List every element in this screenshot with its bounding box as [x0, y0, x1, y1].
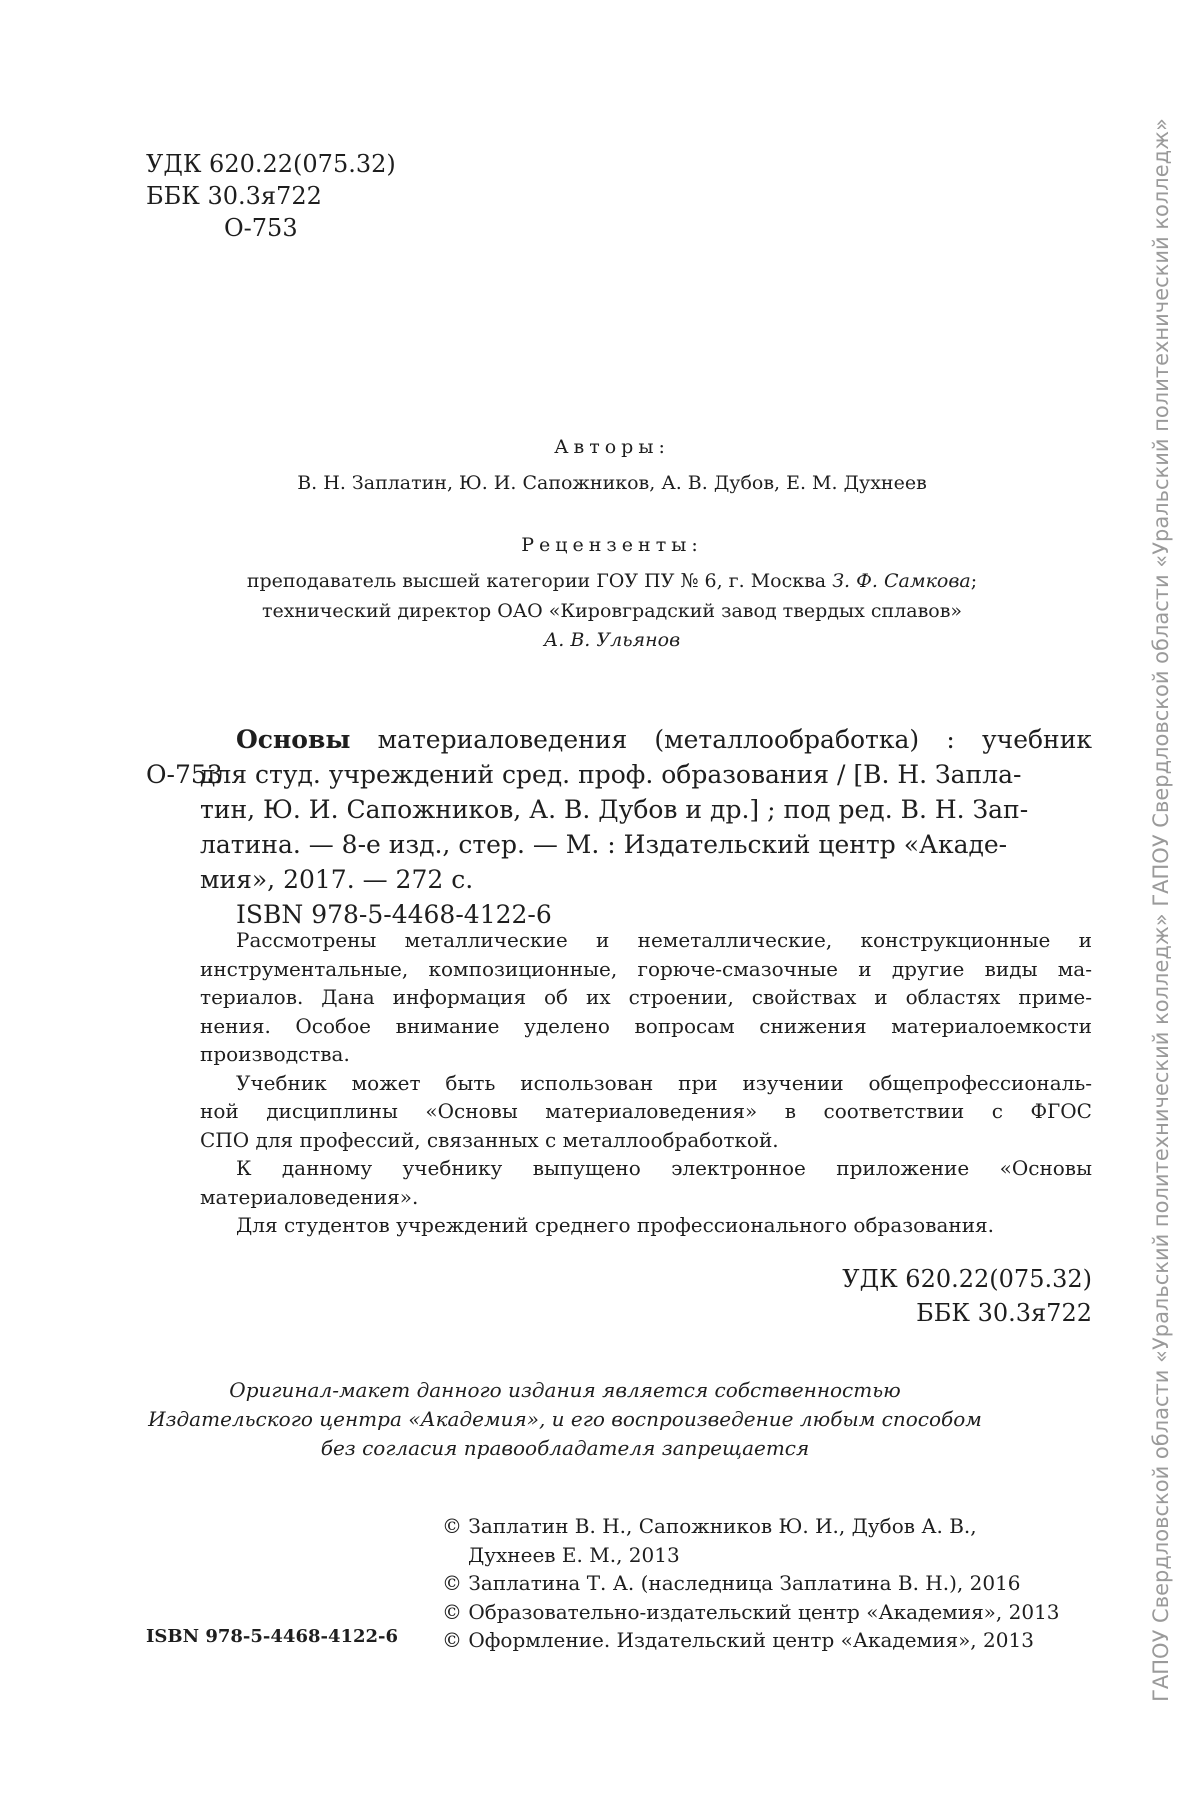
author-mark: О-753 — [224, 214, 298, 242]
notice-line-1: Оригинал-макет данного издания является собственностью — [229, 1378, 901, 1402]
entry-line-1 — [236, 722, 1092, 757]
authors-heading: Авторы: — [554, 436, 670, 458]
udc-code-bottom: УДК 620.22(075.32) — [842, 1265, 1092, 1293]
bbk-code: ББК 30.3я722 — [146, 182, 322, 210]
notice-line-2: Издательского центра «Академия», и его воспроизведение любым способом — [148, 1407, 982, 1431]
annotation-line: ной дисциплины «Основы материаловедения» в соответствии с ФГОС — [200, 1099, 1092, 1123]
reviewer-1 — [0, 570, 1200, 592]
classification-bottom — [700, 1262, 1092, 1330]
entry-author-mark: О-753 — [146, 760, 223, 789]
entry-isbn: ISBN 978-5-4468-4122-6 — [236, 900, 552, 929]
copyright-line: © Образовательно-издательский центр «Академия», 2013 — [442, 1599, 1060, 1624]
annotation-line: териалов. Дана информация об их строении, свойствах и областях приме- — [200, 985, 1092, 1009]
watermark-text: ГАПОУ Свердловской области «Уральский политехнический колледж» ГАПОУ Свердловской области «Уральский политехнический колледж» — [1149, 118, 1173, 1702]
annotation — [200, 926, 1092, 1240]
classification-top — [146, 148, 396, 244]
bbk-code-bottom: ББК 30.3я722 — [916, 1299, 1092, 1327]
notice-line-3: без согласия правообладателя запрещается — [320, 1436, 810, 1460]
annotation-line: Учебник может быть использован при изучении общепрофессиональ- — [236, 1070, 1092, 1095]
udc-code: УДК 620.22(075.32) — [146, 150, 396, 178]
annotation-line: К данному учебнику выпущено электронное приложение «Основы — [236, 1156, 1092, 1180]
authors-names: В. Н. Заплатин, Ю. И. Сапожников, А. В. Дубов, Е. М. Духнеев — [297, 472, 927, 494]
annotation-line: инструментальные, композиционные, горюче-смазочные и другие виды ма- — [200, 956, 1092, 981]
reviewer-1-position: преподаватель высшей категории ГОУ ПУ № 6, г. Москва — [246, 570, 833, 592]
reviewer-1-name: З. Ф. Самкова — [832, 570, 971, 592]
entry-line-3: тин, Ю. И. Сапожников, А. В. Дубов и др.] ; под ред. В. Н. Зап- — [200, 795, 1029, 824]
annotation-line: СПО для профессий, связанных с металлообработкой. — [200, 1127, 779, 1152]
reviewer-2-name: А. В. Ульянов — [543, 629, 681, 651]
annotation-line: производства. — [200, 1042, 350, 1066]
copyright-notice — [0, 1376, 1130, 1463]
copyright-line: © Заплатина Т. А. (наследница Заплатина В. Н.), 2016 — [442, 1571, 1021, 1595]
bibliographic-entry — [200, 722, 1092, 932]
annotation-line: Рассмотрены металлические и неметаллические, конструкционные и — [236, 928, 1092, 952]
annotation-line: нения. Особое внимание уделено вопросам снижения материалоемкости — [200, 1013, 1092, 1038]
entry-line-5: мия», 2017. — 272 с. — [200, 865, 474, 894]
annotation-line: материаловедения». — [200, 1184, 419, 1209]
entry-title-rest: материаловедения (металлообработка) : учебник — [350, 725, 1092, 754]
reviewer-1-end: ; — [970, 570, 978, 592]
entry-title-bold: Основы — [236, 725, 351, 754]
isbn-bottom: ISBN 978-5-4468-4122-6 — [146, 1626, 399, 1647]
reviewers-heading: Рецензенты: — [521, 534, 703, 556]
copyright-line: © Заплатин В. Н., Сапожников Ю. И., Дубов А. В., — [442, 1514, 977, 1538]
copyright-line: Духнеев Е. М., 2013 — [468, 1542, 680, 1567]
copyright-line: © Оформление. Издательский центр «Академия», 2013 — [442, 1628, 1034, 1652]
copyright-block — [442, 1512, 1060, 1655]
annotation-line: Для студентов учреждений среднего профессионального образования. — [236, 1213, 995, 1237]
entry-line-2: для студ. учреждений сред. проф. образования / [В. Н. Запла- — [200, 760, 1022, 789]
reviewer-2-position: технический директор ОАО «Кировградский завод твердых сплавов» — [261, 600, 963, 622]
entry-line-4: латина. — 8-е изд., стер. — М. : Издательский центр «Акаде- — [200, 830, 1008, 859]
